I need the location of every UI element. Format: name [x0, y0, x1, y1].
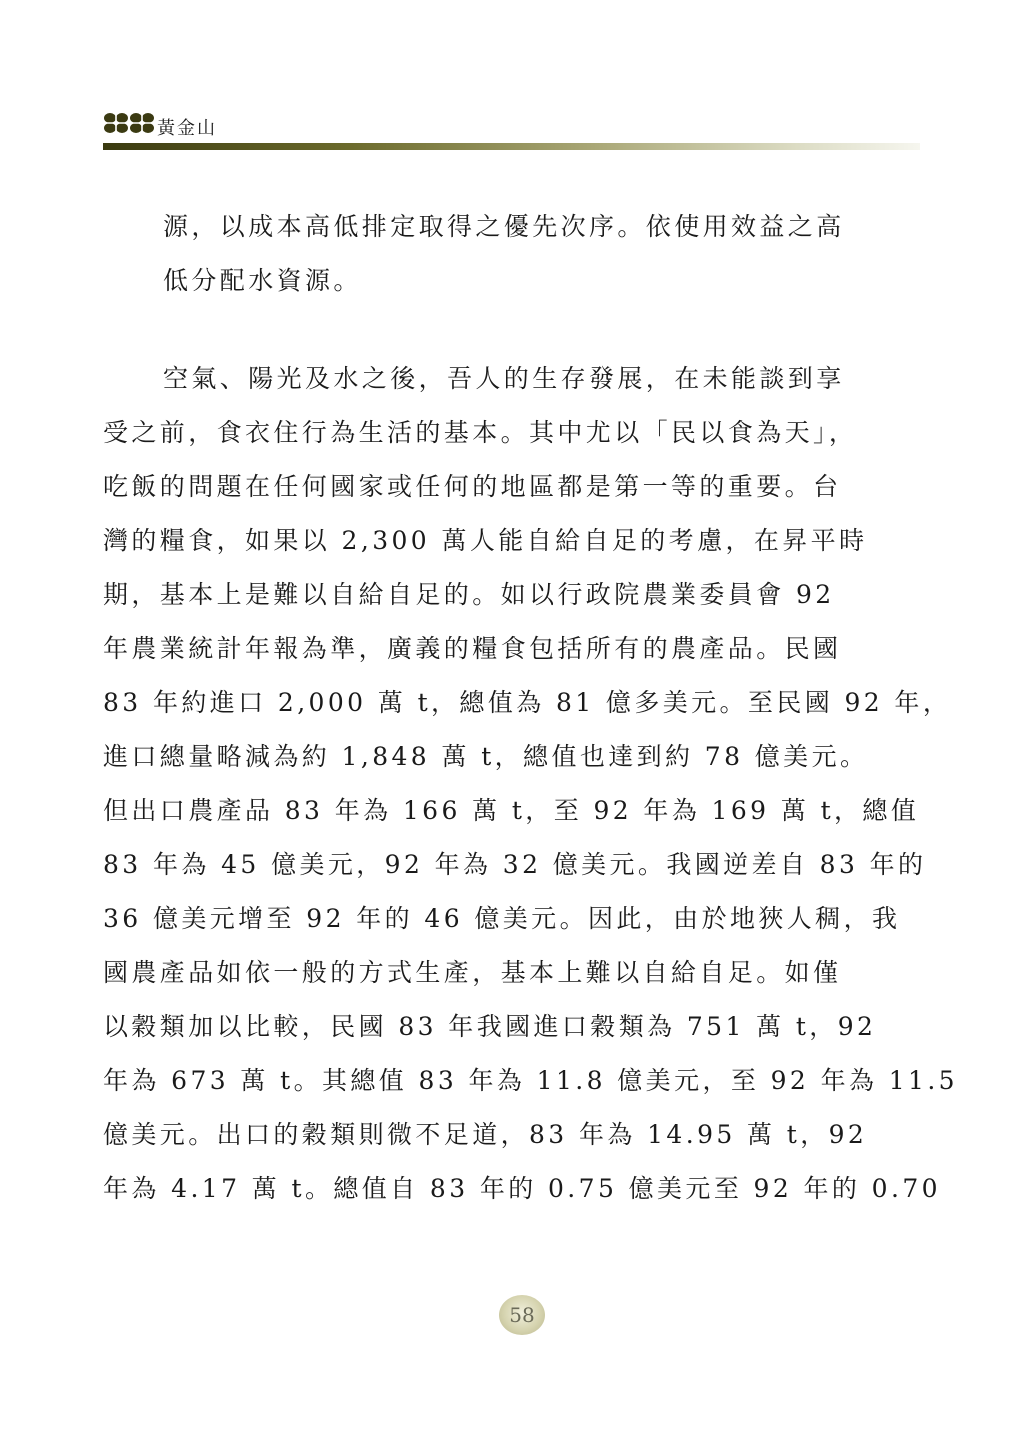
text-line: 年為 4.17 萬 t。總值自 83 年的 0.75 億美元至 92 年的 0.70 — [103, 1174, 941, 1203]
running-header — [103, 104, 920, 144]
text-line: 灣的糧食，如果以 2,300 萬人能自給自足的考慮，在昇平時 — [103, 526, 868, 555]
text-line: 吃飯的問題在任何國家或任何的地區都是第一等的重要。台 — [103, 472, 842, 501]
paragraph — [103, 200, 923, 308]
header-rule — [103, 143, 920, 150]
text-line: 83 年為 45 億美元，92 年為 32 億美元。我國逆差自 83 年的 — [103, 850, 927, 879]
author-name: 黃金山 — [157, 118, 217, 139]
paragraph — [103, 352, 958, 1216]
text-line: 期，基本上是難以自給自足的。如以行政院農業委員會 92 — [103, 580, 835, 609]
text-line: 年為 673 萬 t。其總值 83 年為 11.8 億美元，至 92 年為 11.5 — [103, 1066, 958, 1095]
text-line: 空氣、陽光及水之後，吾人的生存發展，在未能談到享 — [163, 364, 845, 393]
text-line: 36 億美元增至 92 年的 46 億美元。因此，由於地狹人稠，我 — [103, 904, 901, 933]
text-line: 受之前，食衣住行為生活的基本。其中尤以「民以食為天」， — [103, 418, 858, 447]
text-line: 源，以成本高低排定取得之優先次序。依使用效益之高 — [163, 212, 845, 241]
text-line: 億美元。出口的穀類則微不足道，83 年為 14.95 萬 t，92 — [103, 1120, 868, 1149]
text-line: 但出口農產品 83 年為 166 萬 t，至 92 年為 169 萬 t，總值 — [103, 796, 920, 825]
text-line: 國農產品如依一般的方式生產，基本上難以自給自足。如僅 — [103, 958, 842, 987]
text-line: 以穀類加以比較，民國 83 年我國進口穀類為 751 萬 t，92 — [103, 1012, 877, 1041]
text-line: 年農業統計年報為準，廣義的糧食包括所有的農產品。民國 — [103, 634, 842, 663]
logo-icon — [103, 112, 157, 134]
text-line: 低分配水資源。 — [163, 266, 362, 295]
body-text — [103, 200, 958, 1216]
text-line: 83 年約進口 2,000 萬 t，總值為 81 億多美元。至民國 92 年， — [103, 688, 952, 717]
text-line: 進口總量略減為約 1,848 萬 t，總值也達到約 78 億美元。 — [103, 742, 869, 771]
page-number: 58 — [499, 1295, 545, 1335]
